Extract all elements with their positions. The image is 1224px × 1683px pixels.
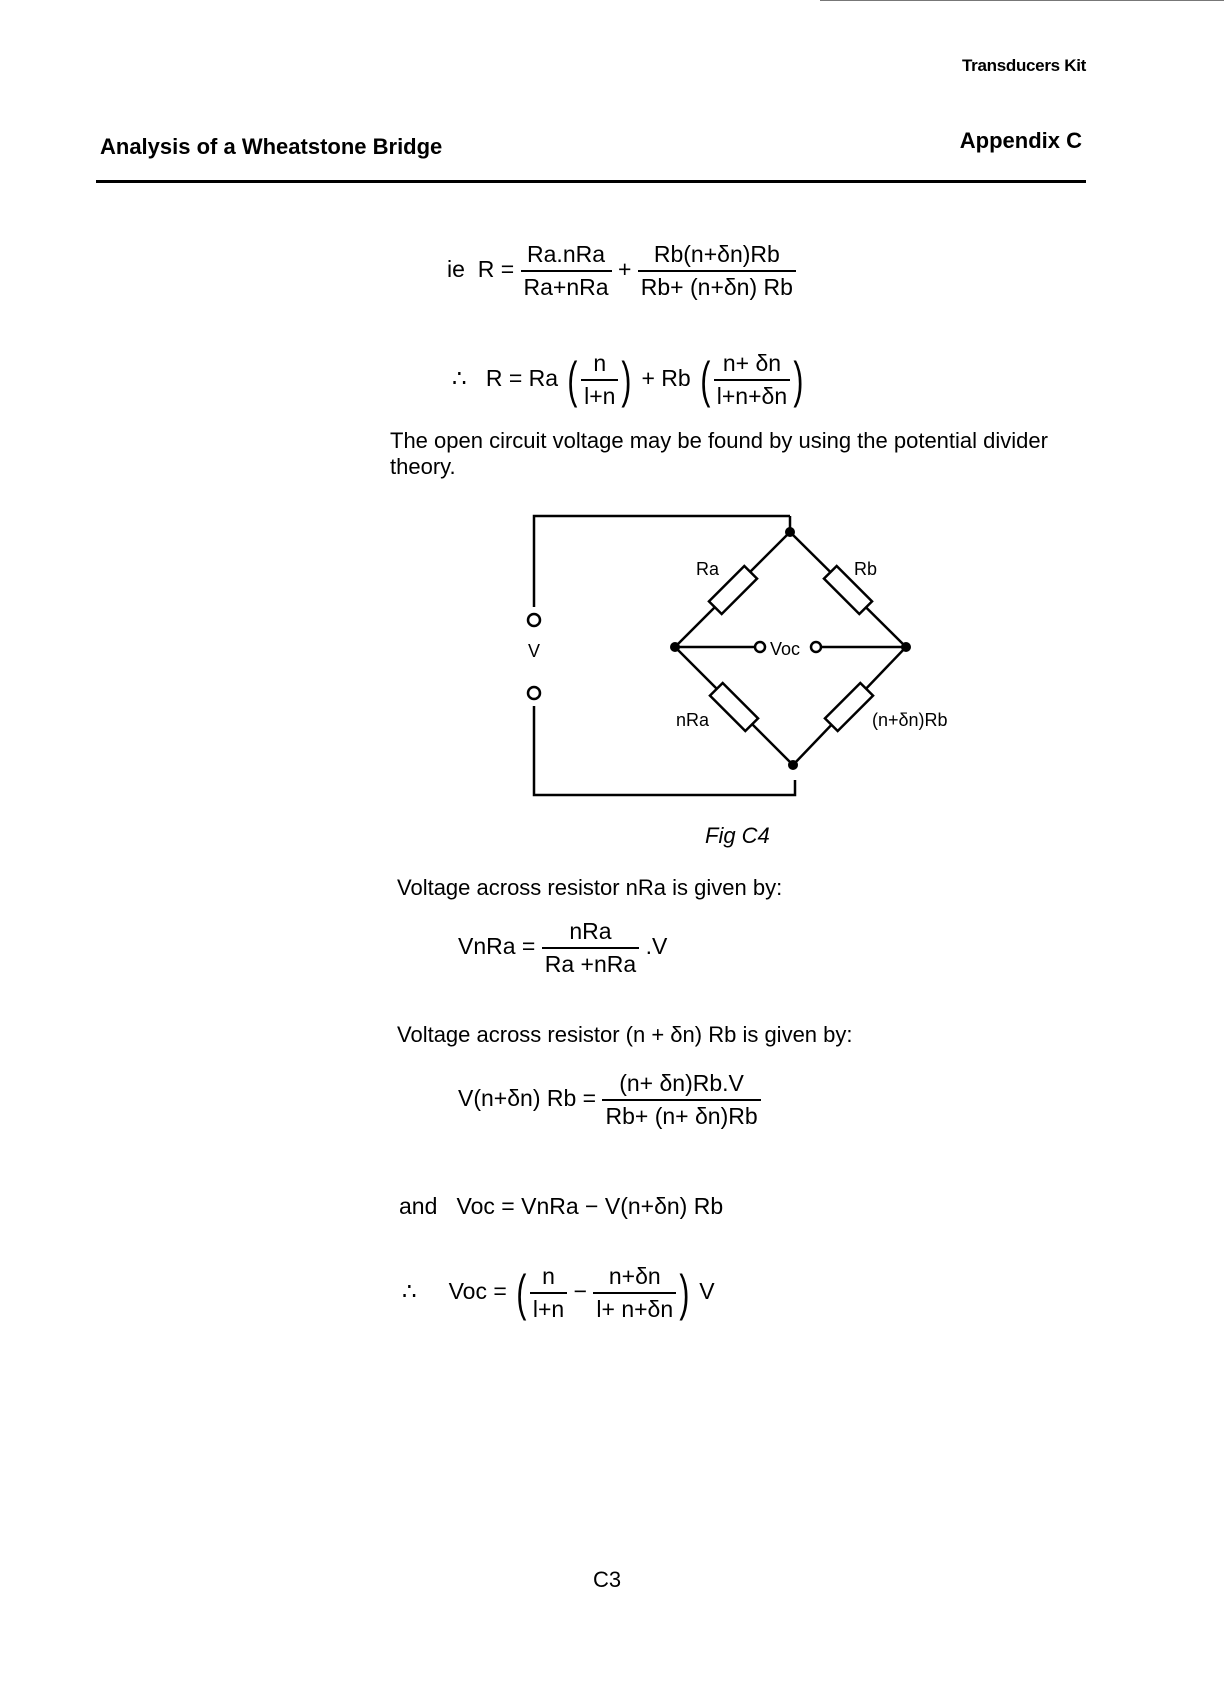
- top-edge-rule: [820, 0, 1224, 1]
- voc-terminal-left: [755, 642, 765, 652]
- node-left: [670, 642, 680, 652]
- node-bottom: [788, 760, 798, 770]
- eq6-fraction-2-numerator: n+δn: [593, 1265, 676, 1294]
- eq4-numerator: (n+ δn)Rb.V: [602, 1072, 760, 1101]
- eq5-expression: Voc = VnRa − V(n+δn) Rb: [456, 1193, 724, 1219]
- nsnrb-intro: Voltage across resistor (n + δn) Rb is given by:: [397, 1022, 853, 1047]
- eq1-fraction-2-numerator: Rb(n+δn)Rb: [638, 243, 796, 272]
- eq2-therefore: ∴: [452, 365, 467, 392]
- label-ra: Ra: [696, 559, 720, 579]
- eq2-right-paren-1: ): [621, 352, 632, 408]
- resistor-nra: [710, 683, 758, 731]
- eq6-fraction-2-denominator: l+ n+δn: [596, 1296, 674, 1322]
- eq2-right-paren-2: ): [793, 352, 804, 408]
- equation-voltage-nra: [458, 920, 667, 976]
- eq6-fraction-1: [530, 1265, 567, 1321]
- eq1-fraction-1-denominator: Ra+nRa: [523, 274, 609, 300]
- label-voc: Voc: [770, 639, 801, 659]
- eq2-fraction-1-denominator: l+n: [584, 383, 616, 409]
- eq2-fraction-2-numerator: n+ δn: [714, 352, 790, 381]
- supply-wire-top: [534, 516, 790, 607]
- wheatstone-bridge-diagram: [520, 505, 990, 805]
- eq2-fraction-1-numerator: n: [581, 352, 618, 381]
- eq5-lead: and: [399, 1193, 438, 1219]
- eq6-left-paren: (: [516, 1265, 527, 1321]
- voc-terminal-right: [811, 642, 821, 652]
- eq3-fraction: [542, 920, 639, 976]
- kit-label: Transducers Kit: [962, 56, 1086, 75]
- supply-terminal-bottom: [528, 687, 540, 699]
- page-number: C3: [593, 1567, 622, 1592]
- eq1-plus: +: [617, 256, 632, 283]
- eq6-fraction-2: [593, 1265, 676, 1321]
- equation-resistance-sum: [447, 243, 796, 299]
- eq2-fraction-1: [581, 352, 618, 408]
- label-nsnrb: (n+δn)Rb: [872, 710, 948, 730]
- eq2-fraction-2-denominator: l+n+δn: [716, 383, 788, 409]
- equation-resistance-simplified: [452, 352, 807, 408]
- intro-paragraph: The open circuit voltage may be found by using the potential divider theory.: [390, 428, 1048, 479]
- eq1-lead: ie: [447, 256, 465, 283]
- eq1-fraction-2: [638, 243, 796, 299]
- eq3-denominator: Ra +nRa: [544, 951, 637, 977]
- eq4-lhs: V(n+δn) Rb =: [458, 1085, 597, 1112]
- eq2-mid: + Rb: [641, 365, 691, 392]
- resistor-nsnrb: [825, 683, 873, 731]
- label-v: V: [528, 641, 541, 661]
- section-title: Analysis of a Wheatstone Bridge: [100, 134, 443, 159]
- eq6-fraction-1-numerator: n: [530, 1265, 567, 1294]
- eq4-denominator: Rb+ (n+ δn)Rb: [605, 1103, 758, 1129]
- eq3-numerator: nRa: [542, 920, 639, 949]
- header-rule: [96, 180, 1086, 183]
- node-top: [785, 527, 795, 537]
- figure-caption: Fig C4: [705, 823, 770, 848]
- eq1-fraction-1: [521, 243, 612, 299]
- eq1-fraction-1-numerator: Ra.nRa: [521, 243, 612, 272]
- supply-terminal-top: [528, 614, 540, 626]
- eq3-tail: .V: [645, 933, 668, 960]
- nra-intro: Voltage across resistor nRa is given by:: [397, 875, 783, 900]
- equation-voltage-nsnrb: [458, 1072, 761, 1128]
- eq6-lhs: Voc =: [448, 1278, 507, 1305]
- equation-voc-definition: [399, 1195, 723, 1218]
- eq6-right-paren: ): [679, 1265, 690, 1321]
- label-nra: nRa: [676, 710, 710, 730]
- eq6-tail: V: [699, 1278, 715, 1305]
- equation-voc-result: [402, 1265, 715, 1321]
- eq3-lhs: VnRa =: [458, 933, 536, 960]
- appendix-label: Appendix C: [959, 128, 1082, 153]
- node-right: [901, 642, 911, 652]
- eq6-fraction-1-denominator: l+n: [532, 1296, 565, 1322]
- eq2-lhs: R = Ra: [485, 365, 559, 392]
- eq1-fraction-2-denominator: Rb+ (n+δn) Rb: [640, 274, 793, 300]
- eq4-fraction: [602, 1072, 760, 1128]
- eq2-left-paren-2: (: [700, 352, 711, 408]
- eq6-minus: −: [573, 1278, 587, 1305]
- eq1-lhs: R =: [477, 256, 515, 283]
- eq6-therefore: ∴: [402, 1278, 417, 1305]
- eq2-left-paren-1: (: [567, 352, 578, 408]
- label-rb: Rb: [854, 559, 878, 579]
- eq2-fraction-2: [714, 352, 790, 408]
